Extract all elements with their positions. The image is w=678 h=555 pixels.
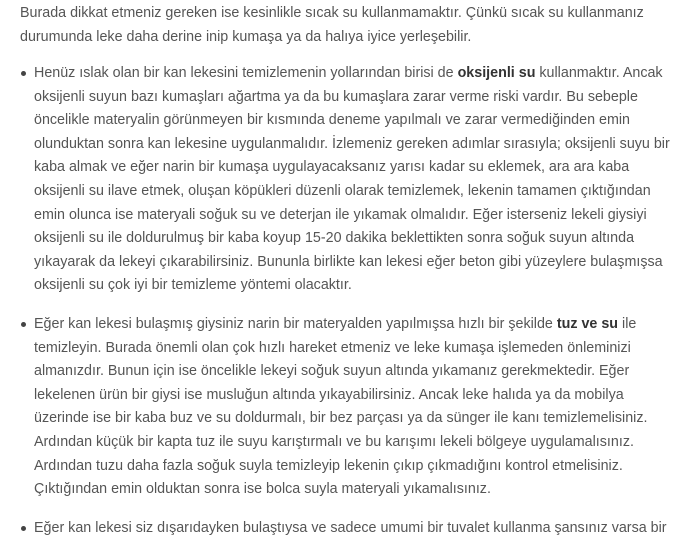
- bullet-icon: [21, 526, 26, 531]
- list-item: [0, 313, 678, 502]
- bullet-icon: [21, 322, 26, 327]
- text-before: Henüz ıslak olan bir kan lekesini temizlemenin yollarından birisi de: [34, 65, 458, 81]
- text-before: Eğer kan lekesi bulaşmış giysiniz narin bir materyalden yapılmışsa hızlı bir şekilde: [34, 315, 557, 332]
- list-item-text: [34, 62, 670, 298]
- bold-keyword: tuz ve su: [556, 315, 619, 332]
- text-before: Eğer kan lekesi siz dışarıdayken bulaştıysa ve sadece umumi bir tuvalet kullanma şansınız varsa bir: [34, 519, 667, 536]
- text-after: kullanmaktır. Ancak oksijenli suyun bazı kumaşları ağartma ya da bu kumaşlara zarar verme riski vardır. Bu sebeple öncelikle materyalin görünmeyen bir kısmında deneme yapılmalı ve zarar vermediğinden emin olunduktan sonra kan lekesine uygulanmalıdır. İzlemeniz gereken adımlar sırasıyla; oksijenli suyu bir kaba almak ve eğer narin bir kumaşa uygulayacaksanız yarısı kadar su eklemek, ara ara kaba oksijenli su ilave etmek, oluşan köpükleri düzenli olarak temizlemek, lekenin tamamen çıktığından emin olunca ise materyali soğuk su ve deterjan ile yıkamak olmalıdır. Eğer isterseniz lekeli giysiyi oksijenli su ile doldurulmuş bir kaba koyup 15-20 dakika beklettikten sonra soğuk suyun altında yıkayarak da lekeyi çıkarabilirsiniz. Bununla birlikte kan lekesi eğer beton gibi yüzeylere bulaşmışsa oksijenli su çok iyi bir temizleme yöntemi olacaktır.: [34, 65, 670, 294]
- text-after: ile temizleyin. Burada önemli olan çok hızlı hareket etmeniz ve leke kumaşa işlemeden önleminizi almanızdır. Bunun için ise öncelikle lekeyi soğuk suyun altında yıkamanız gerekmektedir. Eğer lekelenen ürün bir giysi ise musluğun altında yıkayabilirsiniz. Ancak leke halıda ya da mobilya üzerinde ise bir kaba buz ve su doldurmalı, bir bez parçası ya da sünger ile kanı temizlemelisiniz. Ardından küçük bir kapta tuz ile suyu karıştırmalı ve bu karışımı lekeli bölgeye uygulamalısınız. Ardından tuzu daha fazla soğuk suyla temizleyip lekenin çıkıp çıkmadığını kontrol etmelisiniz. Çıktığından emin olduktan sonra ise bolca suyla materyali yıkamalısınız.: [34, 315, 648, 498]
- list-item: [0, 62, 678, 298]
- list-item-text: [34, 313, 670, 502]
- bullet-icon: [21, 71, 26, 76]
- list-item-text: [34, 517, 670, 541]
- list-item: [0, 517, 678, 541]
- intro-paragraph: Burada dikkat etmeniz gereken ise kesinlikle sıcak su kullanmamaktır. Çünkü sıcak su kullanmanız durumunda leke daha derine inip kumaşa ya da halıya iyice yerleşebilir.: [20, 5, 644, 45]
- tips-list: [0, 62, 678, 555]
- bold-keyword: oksijenli su: [457, 65, 536, 81]
